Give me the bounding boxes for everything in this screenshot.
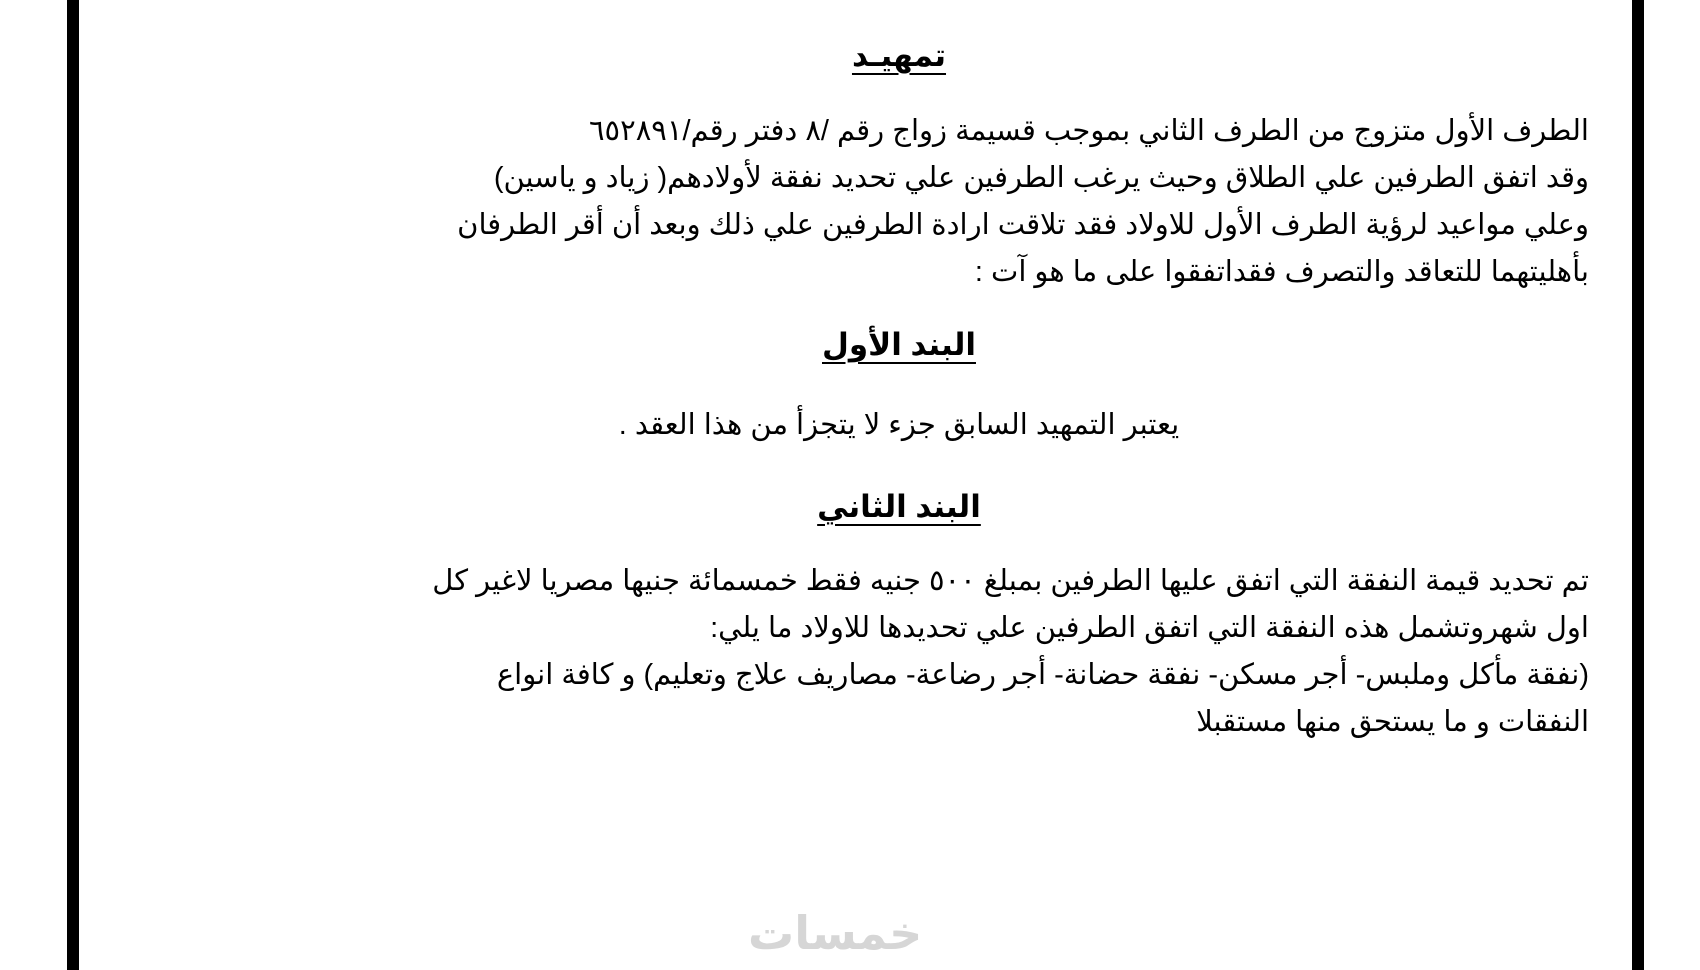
preamble-line: وعلي مواعيد لرؤية الطرف الأول للاولاد فقد تلاقت ارادة الطرفين علي ذلك وبعد أن أقر الطرفان [457,209,1589,241]
clause-one-title [209,325,1589,365]
preamble-line: وقد اتفق الطرفين علي الطلاق وحيث يرغب الطرفين علي تحديد نفقة لأولادهم( زياد و ياسين) [493,162,1589,194]
document-page [67,0,1644,970]
clause-two-line: تم تحديد قيمة النفقة التي اتفق عليها الطرفين بمبلغ ٥٠٠ جنيه فقط خمسمائة جنيها مصريا لاغير كل [432,565,1589,597]
preamble-title-text: تمهيـد [851,38,947,73]
clause-two-title-text: البند الثاني [817,489,981,524]
preamble-line: الطرف الأول متزوج من الطرف الثاني بموجب قسيمة زواج رقم /٨ دفتر رقم/٦٥٢٨٩١ [588,115,1589,147]
clause-one-text: يعتبر التمهيد السابق جزء لا يتجزأ من هذا العقد . [618,409,1180,441]
clause-two-title [209,487,1589,527]
preamble-line: بأهليتهما للتعاقد والتصرف فقداتفقوا على ما هو آت : [974,256,1589,288]
clause-two-paragraph [284,558,1589,746]
clause-two-line: النفقات و ما يستحق منها مستقبلا [1196,706,1589,738]
clause-one-title-text: البند الأول [822,327,976,362]
clause-two-line: (نفقة مأكل وملبس- أجر مسكن- نفقة حضانة- أجر رضاعة- مصاريف علاج وتعليم) و كافة انواع [496,659,1589,691]
preamble-paragraph [284,108,1589,296]
clause-two-line: اول شهروتشمل هذه النفقة التي اتفق الطرفين علي تحديدها للاولاد ما يلي: [710,612,1589,644]
watermark-logo: خمسات [748,907,923,959]
preamble-title [209,36,1589,76]
